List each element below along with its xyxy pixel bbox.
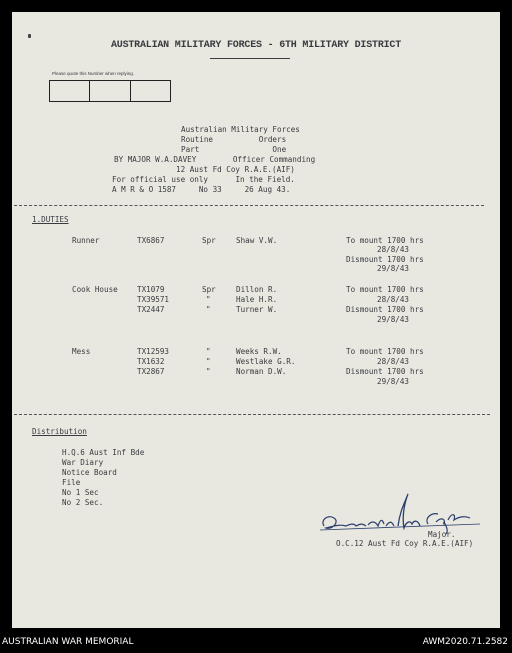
duty-date: 28/8/43 (377, 295, 410, 304)
duty-time: To mount 1700 hrs (346, 236, 424, 245)
distribution-title: Distribution (32, 427, 87, 436)
duty-time: To mount 1700 hrs (346, 347, 424, 356)
duty-time: To mount 1700 hrs (346, 285, 424, 294)
duty-name: Westlake G.R. (236, 357, 296, 366)
order-line: Australian Military Forces (181, 125, 300, 134)
order-line: 12 Aust Fd Coy R.A.E.(AIF) (176, 165, 295, 174)
duty-number: TX12593 (137, 347, 170, 356)
distribution-item: No 2 Sec. (62, 498, 104, 507)
order-line: Part One (181, 145, 287, 154)
duty-rank: Spr (202, 285, 216, 294)
duty-name: Hale H.R. (236, 295, 278, 304)
reference-box (131, 81, 170, 101)
footer-bar (0, 634, 512, 653)
duty-rank: Spr (202, 236, 216, 245)
distribution-item: Notice Board (62, 468, 117, 477)
duty-number: TX1079 (137, 285, 165, 294)
duty-name: Shaw V.W. (236, 236, 278, 245)
duty-date: 28/8/43 (377, 357, 410, 366)
section-divider (14, 414, 490, 415)
duty-date: 28/8/43 (377, 245, 410, 254)
duty-role: Mess (72, 347, 91, 356)
header-underline (210, 58, 290, 59)
section-divider (14, 205, 484, 206)
duty-date: 29/8/43 (377, 264, 410, 273)
footer-accession-number: AWM2020.71.2582 (422, 637, 508, 647)
duty-date: 29/8/43 (377, 315, 410, 324)
duty-number: TX6867 (137, 236, 165, 245)
duty-role: Runner (72, 236, 100, 245)
order-line: BY MAJOR W.A.DAVEY Officer Commanding (114, 155, 316, 164)
duty-rank: " (206, 367, 211, 376)
reference-box (90, 81, 130, 101)
duty-name: Norman D.W. (236, 367, 287, 376)
duty-number: TX1632 (137, 357, 165, 366)
duty-number: TX39571 (137, 295, 170, 304)
reference-number-boxes (49, 80, 171, 102)
order-line: For official use only In the Field. (112, 175, 295, 184)
duty-rank: " (206, 305, 211, 314)
duty-time: Dismount 1700 hrs (346, 305, 424, 314)
duty-rank: " (206, 357, 211, 366)
signatory-rank: Major. (428, 530, 456, 539)
order-line: A M R & O 1587 No 33 26 Aug 43. (112, 185, 291, 194)
duty-rank: " (206, 295, 211, 304)
duty-time: Dismount 1700 hrs (346, 367, 424, 376)
signatory-unit: O.C.12 Aust Fd Coy R.A.E.(AIF) (336, 539, 474, 548)
punch-hole (28, 34, 31, 38)
distribution-item: No 1 Sec (62, 488, 99, 497)
distribution-item: H.Q.6 Aust Inf Bde (62, 448, 145, 457)
order-line: Routine Orders (181, 135, 287, 144)
distribution-item: War Diary (62, 458, 104, 467)
duty-date: 29/8/43 (377, 377, 410, 386)
duty-name: Weeks R.W. (236, 347, 282, 356)
handwritten-signature (310, 490, 490, 540)
duty-time: Dismount 1700 hrs (346, 255, 424, 264)
duty-rank: " (206, 347, 211, 356)
duty-name: Dillon R. (236, 285, 278, 294)
distribution-item: File (62, 478, 81, 487)
duty-number: TX2867 (137, 367, 165, 376)
footer-credit: AUSTRALIAN WAR MEMORIAL (2, 637, 134, 647)
reply-note: Please quote this Number when replying. (52, 71, 135, 76)
reference-box (50, 81, 90, 101)
duty-name: Turner W. (236, 305, 278, 314)
document-header: AUSTRALIAN MILITARY FORCES - 6TH MILITARY DISTRICT (110, 40, 402, 51)
duty-number: TX2447 (137, 305, 165, 314)
duty-role: Cook House (72, 285, 118, 294)
section-title: 1.DUTIES (32, 215, 69, 224)
